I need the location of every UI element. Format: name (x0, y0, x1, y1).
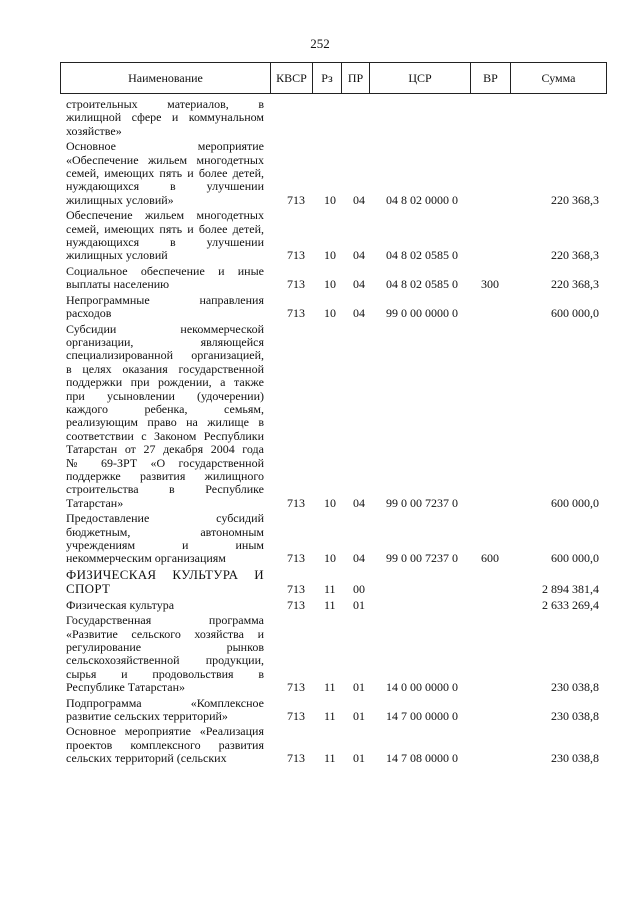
table-row (66, 140, 606, 207)
table-row (66, 98, 606, 138)
cell-pr: 00 (353, 582, 365, 597)
row-name-line: при усыновлении (удочерении) (66, 388, 264, 403)
row-codes (66, 278, 606, 292)
table-row (66, 599, 606, 612)
table-row (66, 568, 606, 597)
cell-pr: 04 (353, 551, 365, 566)
cell-kvsr: 713 (287, 277, 305, 292)
table-row (66, 323, 606, 511)
cell-csr: 14 7 00 0000 0 (386, 709, 458, 724)
cell-sum: 2 894 381,4 (542, 582, 599, 597)
header-vr: ВР (470, 63, 510, 93)
cell-kvsr: 713 (287, 680, 305, 695)
table-row (66, 209, 606, 263)
row-name-line: жилищной сфере и коммунальном (66, 110, 264, 125)
row-name-line: выплаты населению (66, 277, 170, 292)
row-name-line: семей, имеющих пять и более детей, (66, 221, 264, 236)
cell-csr: 04 8 02 0585 0 (386, 277, 458, 292)
row-name-line: жилищных условий (66, 248, 168, 263)
cell-sum: 600 000,0 (551, 306, 599, 321)
row-name-line: регулирование рынков (66, 640, 264, 655)
row-codes (66, 249, 606, 263)
cell-sum: 230 038,8 (551, 680, 599, 695)
cell-sum: 230 038,8 (551, 709, 599, 724)
row-name-line: Подпрограмма «Комплексное (66, 695, 264, 710)
row-name-line: Обеспечение жильем многодетных (66, 208, 264, 223)
cell-rz: 10 (324, 248, 336, 263)
cell-rz: 11 (324, 597, 336, 612)
cell-pr: 04 (353, 495, 365, 510)
row-name-line: Татарстан» (66, 495, 124, 510)
cell-pr: 04 (353, 192, 365, 207)
row-name-line: учреждениям и иным (66, 538, 264, 552)
row-name-line: проектов комплексного развития (66, 737, 264, 752)
cell-csr: 99 0 00 0000 0 (386, 306, 458, 321)
cell-kvsr: 713 (287, 192, 305, 207)
cell-kvsr: 713 (287, 248, 305, 263)
cell-kvsr: 713 (287, 495, 305, 510)
row-codes (66, 307, 606, 321)
row-name-line: в целях оказания государственной (66, 361, 264, 376)
cell-kvsr: 713 (287, 709, 305, 724)
row-name-line: специализированной организацией, (66, 348, 264, 363)
row-codes (66, 124, 606, 138)
header-csr: ЦСР (369, 63, 470, 93)
cell-rz: 10 (324, 306, 336, 321)
row-name-line: Республике Татарстан» (66, 680, 186, 695)
header-name: Наименование (128, 71, 203, 85)
row-name-line: нуждающихся в улучшении (66, 179, 264, 194)
cell-pr: 04 (353, 306, 365, 321)
row-name-line: организации, являющейся (66, 334, 264, 349)
cell-csr: 99 0 00 7237 0 (386, 551, 458, 566)
row-codes (66, 193, 606, 207)
row-name-line: Непрограммные направления (66, 292, 264, 307)
table-row (66, 265, 606, 292)
row-name-line: каждого ребенка, семьям, (66, 401, 264, 416)
cell-kvsr: 713 (287, 751, 305, 766)
row-codes (66, 709, 606, 723)
row-name-line: некоммерческим организациям (66, 551, 226, 566)
row-name-line: Основное мероприятие (66, 139, 264, 154)
cell-rz: 10 (324, 551, 336, 566)
table-row (66, 294, 606, 321)
row-name-line: ФИЗИЧЕСКАЯ КУЛЬТУРА И (66, 566, 264, 582)
cell-rz: 11 (324, 680, 336, 695)
row-name-line: «Обеспечение жильем многодетных (66, 152, 264, 167)
table-row (66, 614, 606, 694)
row-name-line: семей, имеющих пять и более детей, (66, 166, 264, 181)
row-codes (66, 552, 606, 566)
row-name-line: сырья и продовольствия в (66, 666, 264, 681)
cell-sum: 600 000,0 (551, 551, 599, 566)
cell-rz: 10 (324, 277, 336, 292)
row-name-line: расходов (66, 306, 112, 321)
row-name-line: бюджетным, автономным (66, 524, 264, 539)
cell-kvsr: 713 (287, 597, 305, 612)
cell-rz: 10 (324, 495, 336, 510)
cell-csr: 04 8 02 0000 0 (386, 192, 458, 207)
cell-vr: 300 (481, 277, 499, 292)
cell-sum: 230 038,8 (551, 751, 599, 766)
page-number: 252 (310, 36, 330, 51)
row-name-line: Социальное обеспечение и иные (66, 263, 264, 278)
cell-vr: 600 (481, 551, 499, 566)
header-sum: Сумма (510, 63, 606, 93)
cell-pr: 01 (353, 597, 365, 612)
row-codes (66, 496, 606, 510)
cell-csr: 14 7 08 0000 0 (386, 751, 458, 766)
row-name-line: строительства в Республике (66, 482, 264, 497)
cell-kvsr: 713 (287, 582, 305, 597)
row-codes (66, 583, 606, 597)
cell-pr: 04 (353, 277, 365, 292)
row-name-line: СПОРТ (66, 581, 111, 597)
cell-rz: 11 (324, 751, 336, 766)
row-codes (66, 752, 606, 766)
row-codes (66, 598, 606, 612)
row-name-line: нуждающихся в улучшении (66, 235, 264, 250)
cell-sum: 220 368,3 (551, 192, 599, 207)
header-rz: Рз (312, 63, 341, 93)
table-row (66, 512, 606, 566)
cell-csr: 99 0 00 7237 0 (386, 495, 458, 510)
header-kvsr: КВСР (270, 63, 312, 93)
row-name-line: поддержке развития жилищного (66, 468, 264, 483)
row-name-line: Субсидии некоммерческой (66, 321, 264, 336)
cell-pr: 01 (353, 680, 365, 695)
row-name (66, 323, 264, 511)
row-name-line: развитие сельских территорий» (66, 709, 228, 724)
row-name-line: хозяйстве» (66, 123, 122, 138)
cell-csr: 14 0 00 0000 0 (386, 680, 458, 695)
row-name-line: соответствии с Законом Республики (66, 428, 264, 443)
row-name-line: № 69-ЗРТ «О государственной (66, 455, 264, 470)
table-body (66, 98, 606, 766)
row-name-line: поддержки при рождении, а также (66, 375, 264, 390)
table-row (66, 697, 606, 724)
cell-pr: 01 (353, 709, 365, 724)
row-name-line: Предоставление субсидий (66, 511, 264, 526)
cell-pr: 01 (353, 751, 365, 766)
row-name-line: строительных материалов, в (66, 97, 264, 111)
cell-sum: 2 633 269,4 (542, 597, 599, 612)
cell-kvsr: 713 (287, 306, 305, 321)
cell-sum: 220 368,3 (551, 248, 599, 263)
row-name-line: Государственная программа (66, 613, 264, 628)
row-name-line: Физическая культура (66, 597, 175, 612)
table-header (60, 62, 607, 94)
cell-rz: 11 (324, 709, 336, 724)
cell-rz: 11 (324, 582, 336, 597)
row-name-line: реализующим право на жилище в (66, 415, 264, 430)
cell-sum: 600 000,0 (551, 495, 599, 510)
header-pr: ПР (341, 63, 369, 93)
row-name-line: Основное мероприятие «Реализация (66, 724, 264, 739)
row-name-line: сельских территорий (сельских (66, 751, 227, 766)
table-row (66, 725, 606, 765)
row-name-line: жилищных условий» (66, 192, 174, 207)
cell-csr: 04 8 02 0585 0 (386, 248, 458, 263)
cell-pr: 04 (353, 248, 365, 263)
cell-sum: 220 368,3 (551, 277, 599, 292)
cell-rz: 10 (324, 192, 336, 207)
cell-kvsr: 713 (287, 551, 305, 566)
row-name-line: сельскохозяйственной продукции, (66, 653, 264, 668)
row-name-line: «Развитие сельского хозяйства и (66, 626, 264, 641)
row-name-line: Татарстан от 27 декабря 2004 года (66, 442, 264, 457)
row-codes (66, 681, 606, 695)
